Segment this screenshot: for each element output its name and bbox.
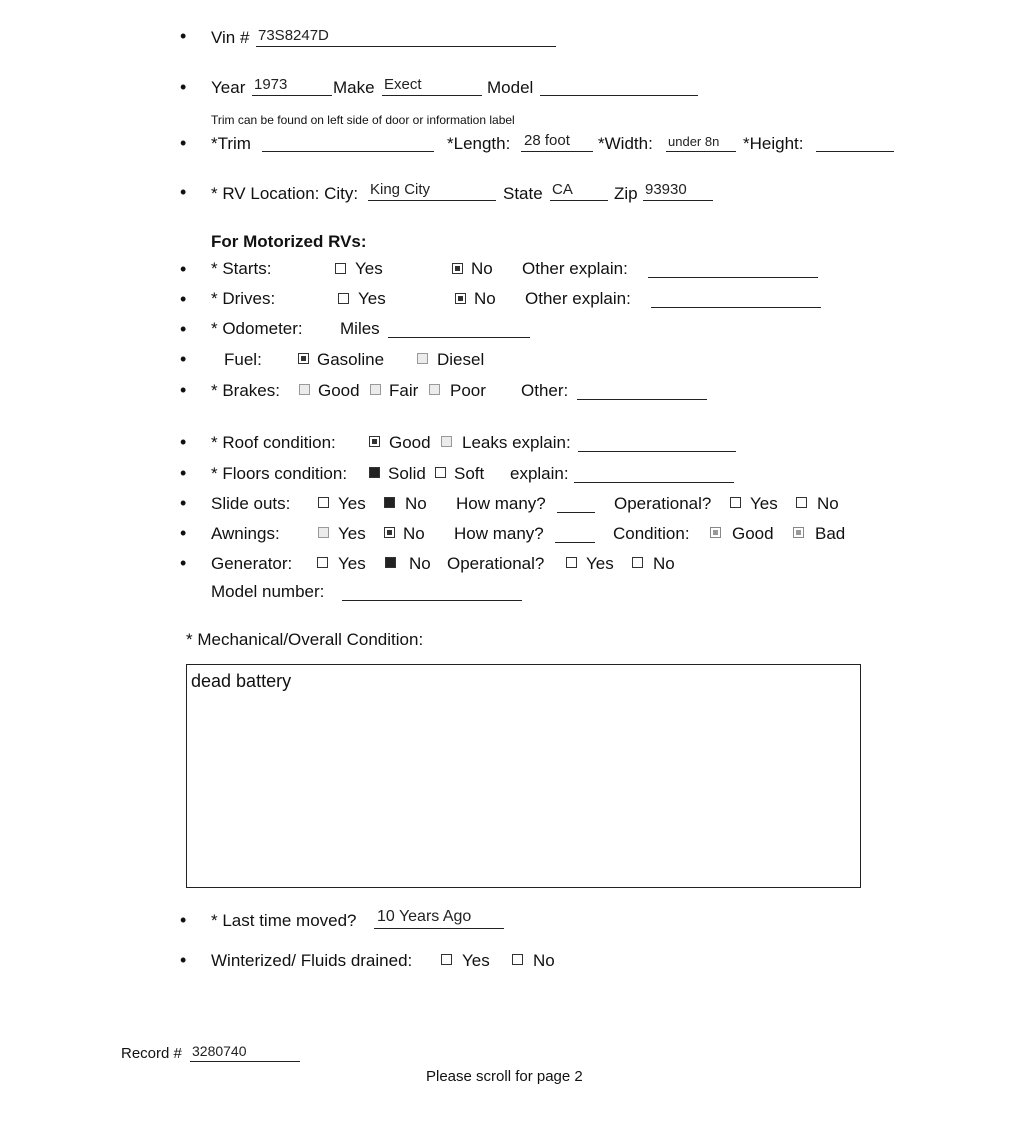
model-label: Model [487,78,534,97]
starts-yes-label: Yes [355,259,383,278]
bullet: • [180,910,187,930]
slideouts-how-many-field-line[interactable] [557,512,595,513]
generator-no-label: No [409,554,431,573]
floors-solid-checkbox[interactable] [369,467,380,478]
slideouts-how-many-label: How many? [456,494,546,513]
bullet: • [180,950,187,970]
width-label: *Width: [598,134,653,153]
record-label: Record # [121,1045,182,1062]
awnings-bad-checkbox[interactable] [793,527,804,538]
last-moved-field-line [374,928,504,929]
starts-no-checkbox[interactable] [452,263,463,274]
state-field-line [550,200,608,201]
bullet: • [180,523,187,543]
brakes-fair-label: Fair [389,381,419,400]
awnings-how-many-label: How many? [454,524,544,543]
bullet: • [180,26,187,46]
brakes-poor-label: Poor [450,381,486,400]
model-field-line[interactable] [540,95,698,96]
roof-good-label: Good [389,433,431,452]
generator-op-yes-checkbox[interactable] [566,557,577,568]
last-moved-value[interactable]: 10 Years Ago [377,908,472,925]
awnings-no-label: No [403,524,425,543]
width-value[interactable]: under 8n [668,134,720,149]
make-label: Make [333,78,375,97]
fuel-diesel-checkbox[interactable] [417,353,428,364]
floors-soft-label: Soft [454,464,485,483]
floors-soft-checkbox[interactable] [435,467,446,478]
bullet: • [180,349,187,369]
slideouts-yes-label: Yes [338,494,366,513]
floors-solid-label: Solid [388,464,426,483]
roof-label: * Roof condition: [211,433,336,452]
roof-leaks-checkbox[interactable] [441,436,452,447]
fuel-gasoline-label: Gasoline [317,350,385,369]
generator-label: Generator: [211,554,293,573]
drives-other-field-line[interactable] [651,307,821,308]
length-value[interactable]: 28 foot [524,132,570,149]
starts-other-field-line[interactable] [648,277,818,278]
fuel-label: Fuel: [224,350,262,369]
generator-op-no-label: No [653,554,675,573]
last-moved-label: * Last time moved? [211,911,357,930]
city-label: * RV Location: City: [211,184,359,203]
city-field-line [368,200,496,201]
awnings-label: Awnings: [211,524,280,543]
drives-other-label: Other explain: [525,289,631,308]
odometer-miles-label: Miles [340,319,380,338]
zip-field-line [643,200,713,201]
mechanical-condition-textarea[interactable] [186,664,861,888]
floors-explain-label: explain: [510,464,569,483]
awnings-bad-label: Bad [815,524,846,543]
brakes-fair-checkbox[interactable] [370,384,381,395]
height-field-line[interactable] [816,151,894,152]
drives-no-checkbox[interactable] [455,293,466,304]
slideouts-op-no-checkbox[interactable] [796,497,807,508]
winterized-yes-label: Yes [462,951,490,970]
slideouts-op-yes-label: Yes [750,494,778,513]
slideouts-yes-checkbox[interactable] [318,497,329,508]
fuel-gasoline-checkbox[interactable] [298,353,309,364]
width-field-line [666,151,736,152]
roof-leaks-label: Leaks explain: [462,433,571,452]
generator-op-no-checkbox[interactable] [632,557,643,568]
winterized-yes-checkbox[interactable] [441,954,452,965]
awnings-condition-label: Condition: [613,524,690,543]
generator-yes-label: Yes [338,554,366,573]
starts-label: * Starts: [211,259,272,278]
height-label: *Height: [743,134,804,153]
bullet: • [180,380,187,400]
fuel-diesel-label: Diesel [437,350,485,369]
zip-label: Zip [614,184,638,203]
bullet: • [180,319,187,339]
drives-yes-checkbox[interactable] [338,293,349,304]
city-value[interactable]: King City [370,181,431,198]
winterized-no-checkbox[interactable] [512,954,523,965]
generator-yes-checkbox[interactable] [317,557,328,568]
floors-explain-field-line[interactable] [574,482,734,483]
brakes-other-label: Other: [521,381,569,400]
bullet: • [180,432,187,452]
brakes-good-checkbox[interactable] [299,384,310,395]
starts-yes-checkbox[interactable] [335,263,346,274]
bullet: • [180,259,187,279]
bullet: • [180,553,187,573]
generator-model-number-field-line[interactable] [342,600,522,601]
brakes-good-label: Good [318,381,360,400]
awnings-yes-checkbox[interactable] [318,527,329,538]
slideouts-op-no-label: No [817,494,839,513]
roof-good-checkbox[interactable] [369,436,380,447]
bullet: • [180,182,187,202]
motorized-heading: For Motorized RVs: [211,232,367,251]
brakes-other-field-line[interactable] [577,399,707,400]
drives-no-label: No [474,289,496,308]
bullet: • [180,133,187,153]
vin-value[interactable]: 73S8247D [258,27,329,44]
starts-other-label: Other explain: [522,259,628,278]
starts-no-label: No [471,259,493,278]
state-value[interactable]: CA [552,181,573,198]
make-field-line [382,95,482,96]
brakes-label: * Brakes: [211,381,280,400]
slideouts-no-checkbox[interactable] [384,497,395,508]
length-field-line [521,151,593,152]
brakes-poor-checkbox[interactable] [429,384,440,395]
slideouts-op-yes-checkbox[interactable] [730,497,741,508]
trim-note: Trim can be found on left side of door or information label [211,113,515,127]
drives-label: * Drives: [211,289,276,308]
drives-yes-label: Yes [358,289,386,308]
length-label: *Length: [447,134,511,153]
trim-label: *Trim [211,134,251,153]
generator-operational-label: Operational? [447,554,545,573]
record-value[interactable]: 3280740 [192,1043,247,1059]
awnings-no-checkbox[interactable] [384,527,395,538]
slideouts-operational-label: Operational? [614,494,712,513]
year-field-line [252,95,332,96]
bullet: • [180,493,187,513]
generator-model-number-label: Model number: [211,582,325,601]
page-footer-note: Please scroll for page 2 [426,1068,583,1085]
bullet: • [180,77,187,97]
awnings-good-checkbox[interactable] [710,527,721,538]
trim-field-line[interactable] [262,151,434,152]
state-label: State [503,184,543,203]
generator-no-checkbox[interactable] [385,557,396,568]
generator-op-yes-label: Yes [586,554,614,573]
winterized-no-label: No [533,951,555,970]
awnings-how-many-field-line[interactable] [555,542,595,543]
floors-label: * Floors condition: [211,464,348,483]
year-value[interactable]: 1973 [254,76,288,93]
record-field-line [190,1061,300,1062]
winterized-label: Winterized/ Fluids drained: [211,951,413,970]
year-label: Year [211,78,246,97]
mechanical-condition-value: dead battery [191,671,292,691]
vin-label: Vin # [211,28,250,47]
slideouts-no-label: No [405,494,427,513]
awnings-yes-label: Yes [338,524,366,543]
mechanical-label: * Mechanical/Overall Condition: [186,630,424,649]
make-value[interactable]: Exect [384,76,422,93]
roof-leaks-field-line[interactable] [578,451,736,452]
zip-value[interactable]: 93930 [645,181,687,198]
bullet: • [180,463,187,483]
bullet: • [180,289,187,309]
vin-field-line [256,46,556,47]
slideouts-label: Slide outs: [211,494,291,513]
odometer-label: * Odometer: [211,319,303,338]
odometer-field-line[interactable] [388,337,530,338]
awnings-good-label: Good [732,524,774,543]
